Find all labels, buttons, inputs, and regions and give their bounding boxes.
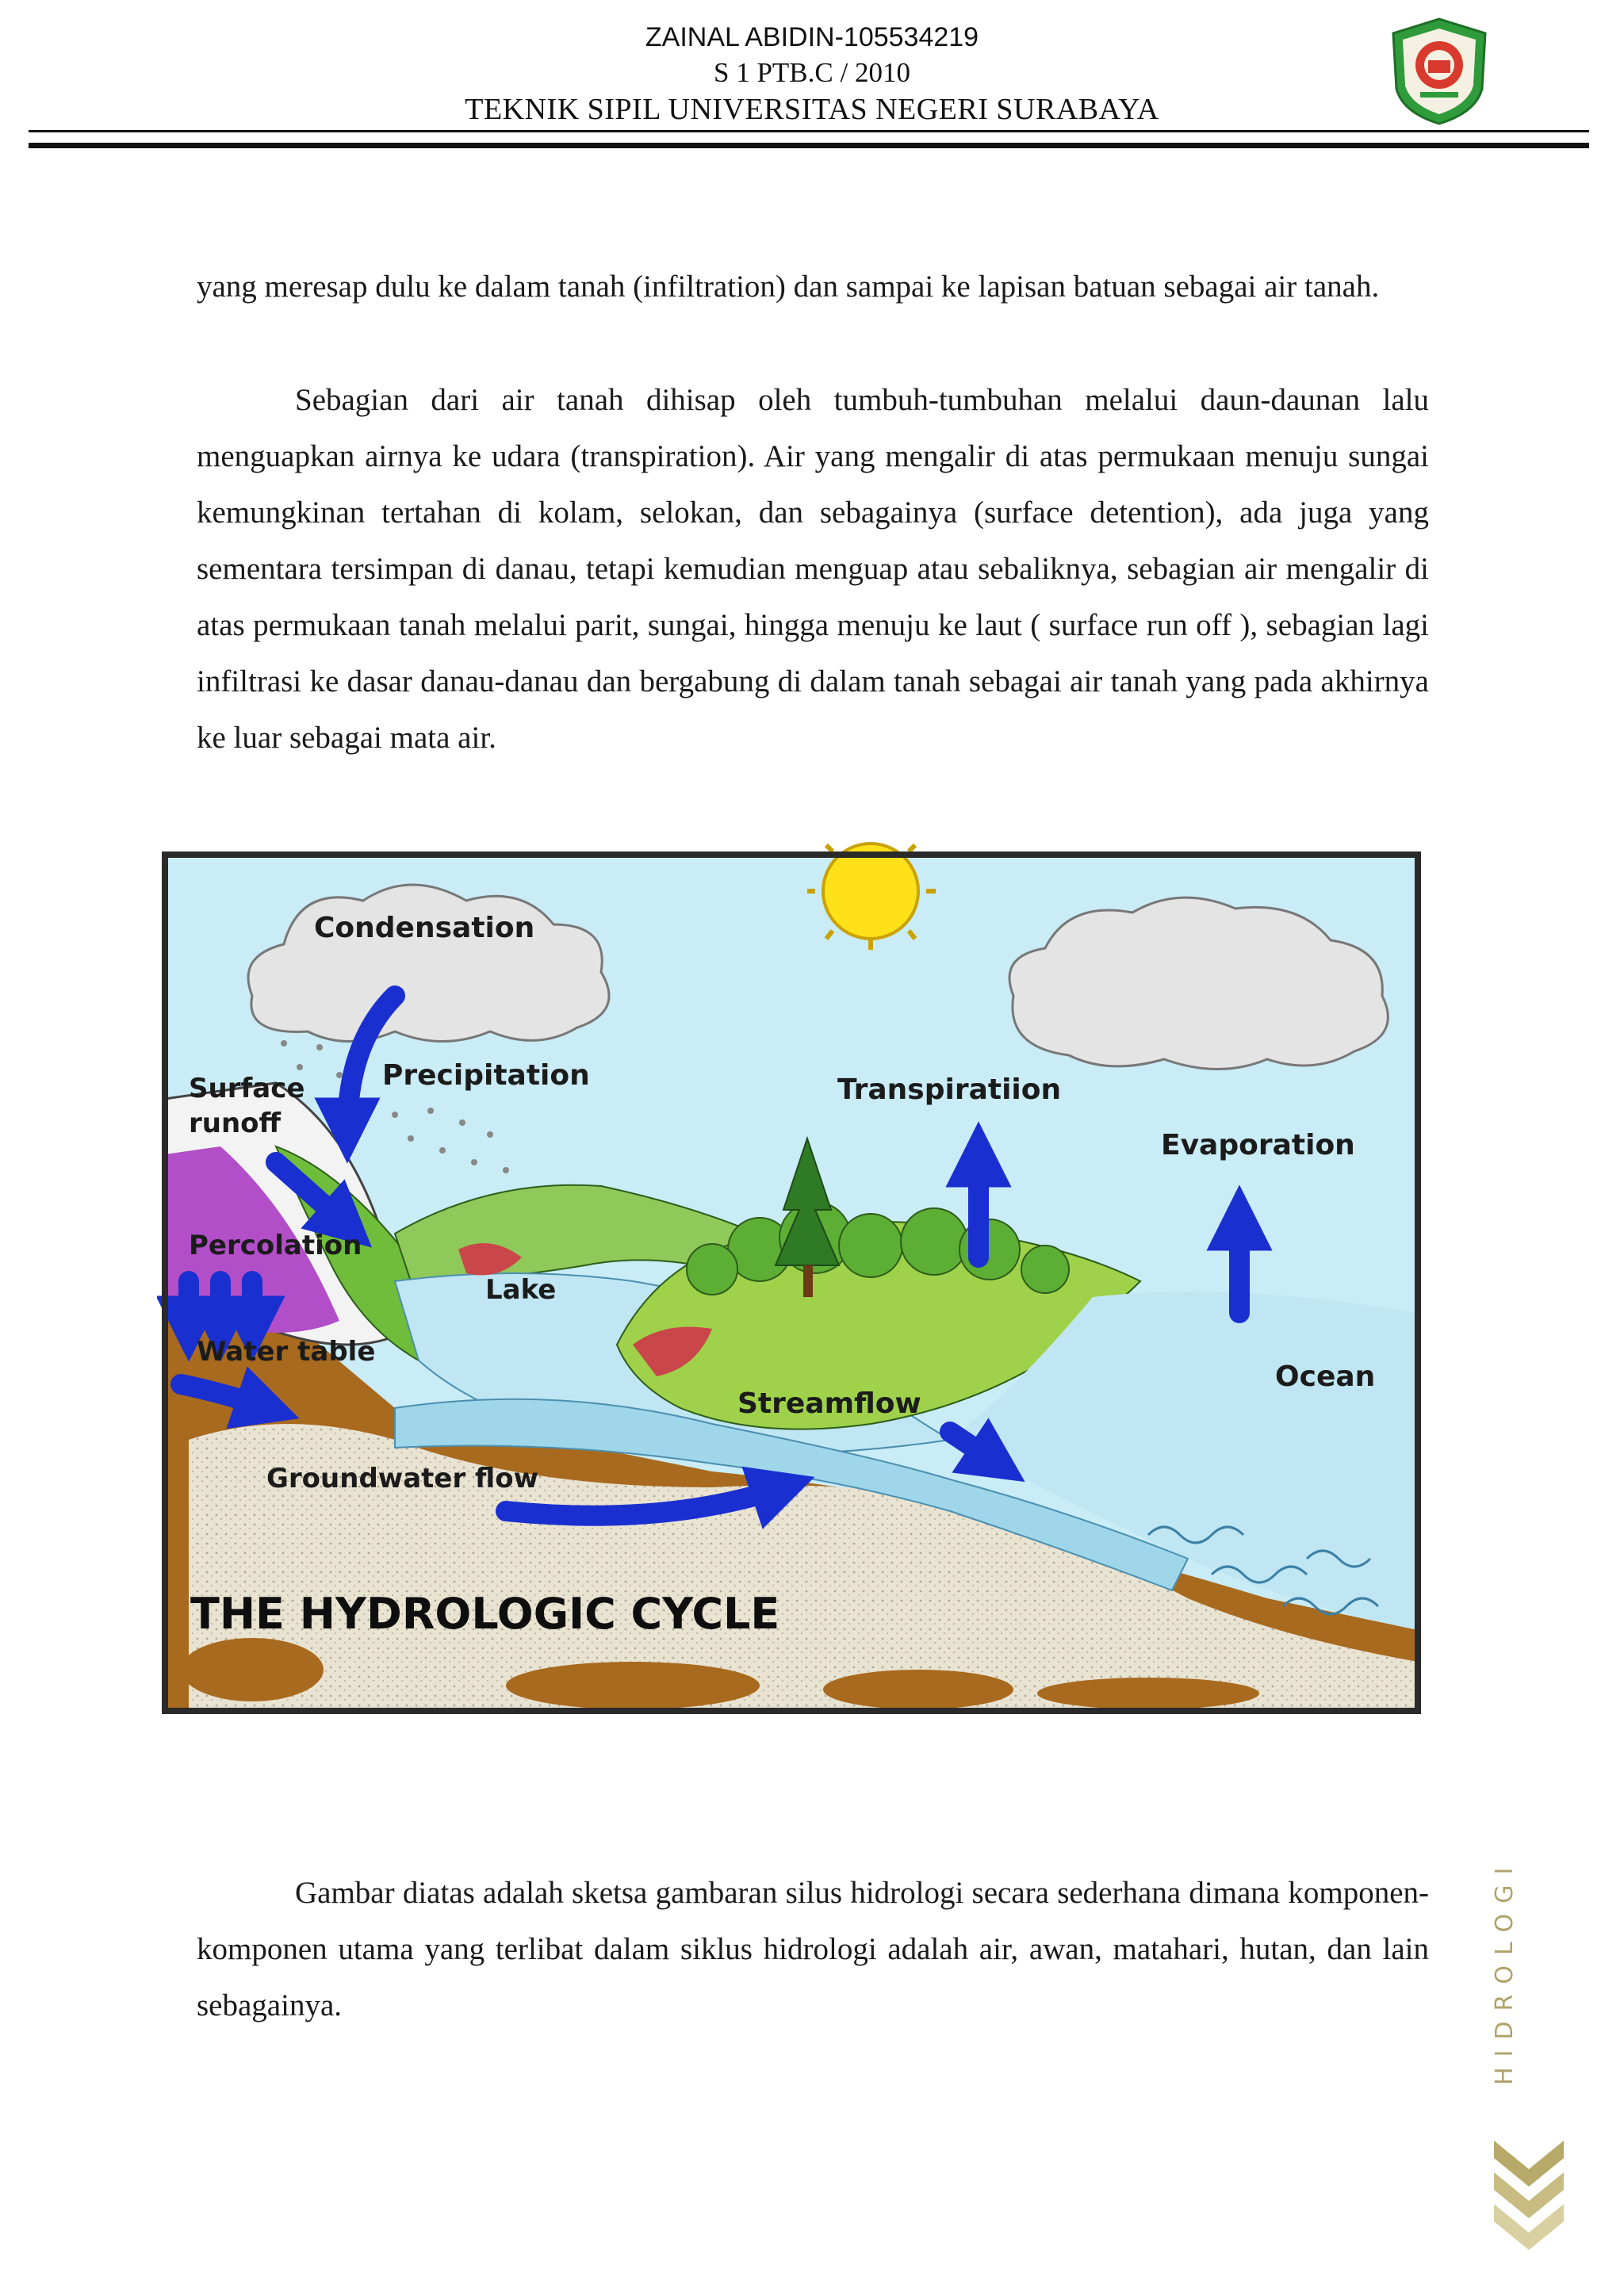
label-water-table: Water table bbox=[197, 1336, 376, 1368]
paragraph-figure-description-text: Gambar diatas adalah sketsa gambaran silus hidrologi secara sederhana dimana komponen-komponen utama yang terlibat dalam siklus hidrologi adalah air, awan, matahari, hutan, dan lain sebagainya. bbox=[197, 1876, 1429, 2022]
label-transpiration: Transpiratiion bbox=[837, 1073, 1062, 1106]
header-rule-thick bbox=[29, 143, 1589, 148]
chevron-down-icon bbox=[1489, 2141, 1568, 2252]
label-precipitation: Precipitation bbox=[382, 1059, 590, 1092]
section-title-vertical: HIDROLOGI bbox=[1491, 1857, 1519, 2085]
header-rule-thin bbox=[29, 130, 1589, 132]
paragraph-figure-description bbox=[197, 1865, 1429, 2034]
paragraph-transpiration-text: Sebagian dari air tanah dihisap oleh tumbuh-tumbuhan melalui daun-daunan lalu menguapkan airnya ke udara (transpiration). Air yang mengalir di atas permukaan menuju sungai kemungkinan tertahan di kolam, selokan, dan sebagainya (surface detention), ada juga yang sementara tersimpan di danau, tetapi kemudian menguap atau sebaliknya, sebagian air mengalir di atas permukaan tanah melalui parit, sungai, hingga menuju ke laut ( surface run off ), sebagian lagi infiltrasi ke dasar danau-danau dan bergabung di dalam tanah sebagai air tanah yang pada akhirnya ke luar sebagai mata air. bbox=[197, 383, 1429, 755]
label-groundwater-flow: Groundwater flow bbox=[266, 1463, 539, 1494]
university-seal-icon bbox=[1384, 16, 1495, 127]
header-institution: TEKNIK SIPIL UNIVERSITAS NEGERI SURABAYA bbox=[465, 93, 1159, 126]
paragraph-infiltration: yang meresap dulu ke dalam tanah (infiltration) dan sampai ke lapisan batuan sebagai air tanah. bbox=[197, 270, 1380, 304]
paragraph-transpiration bbox=[197, 372, 1429, 766]
label-percolation: Percolation bbox=[189, 1230, 362, 1261]
hydrologic-cycle-illustration bbox=[157, 837, 1426, 1725]
hydrologic-cycle-figure bbox=[157, 837, 1426, 1725]
label-surface: Surface bbox=[189, 1073, 305, 1104]
label-evaporation: Evaporation bbox=[1161, 1129, 1355, 1161]
header-author: ZAINAL ABIDIN-105534219 bbox=[645, 22, 979, 52]
label-ocean: Ocean bbox=[1275, 1360, 1376, 1393]
label-condensation: Condensation bbox=[314, 912, 535, 944]
figure-title: THE HYDROLOGIC CYCLE bbox=[190, 1589, 780, 1639]
label-runoff: runoff bbox=[189, 1108, 282, 1139]
label-lake: Lake bbox=[485, 1274, 557, 1306]
header-class: S 1 PTB.C / 2010 bbox=[714, 57, 910, 88]
label-streamflow: Streamflow bbox=[737, 1387, 921, 1420]
